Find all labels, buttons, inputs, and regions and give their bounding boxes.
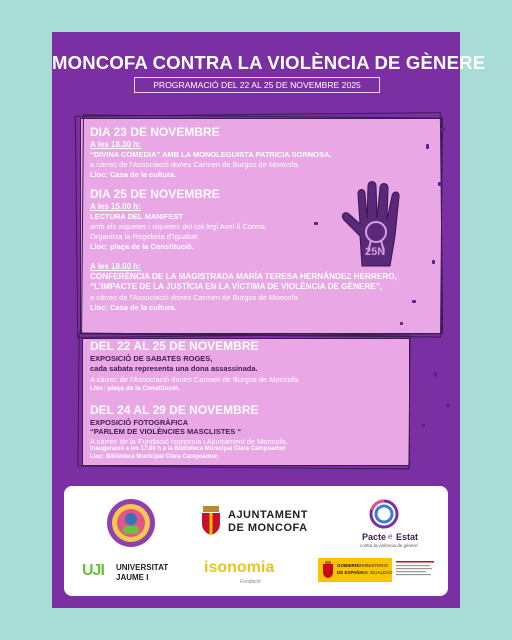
exhibit-1-place: Lloc: plaça de la Constitució. (90, 385, 180, 392)
exhibit-2-title-line-2: “PARLEM DE VIOLÈNCIES MASCLISTES “ (90, 427, 242, 436)
exhibit-2-organizer: A càrrec de la Fundació Isonomia i Ajuntament de Moncofa. (90, 437, 289, 446)
association-logo (106, 498, 156, 548)
day-25-heading: DIA 25 DE NOVEMBRE (90, 187, 220, 201)
pacte-word-2: Estat (396, 532, 419, 542)
confetti-piece (438, 182, 442, 186)
event-2-title: LECTURA DEL MANIFEST (90, 212, 183, 221)
isonomia-subtitle: Fundació (240, 579, 261, 585)
exhibit-2-title-line-1: EXPOSICIÓ FOTOGRÀFICA (90, 418, 189, 427)
confetti-piece (446, 404, 450, 407)
hand-label-25n: 25N (365, 246, 386, 258)
poster (52, 32, 486, 608)
event-1-organizer: a càrrec de l’Associació dones Carmen de Burgos de Moncofa. (90, 160, 300, 169)
event-3-place: Lloc: Casa de la cultura. (90, 303, 177, 312)
exhibit-1-organizer: A càrrec de l’Associació dones Carmen de Burgos de Moncofa. (90, 375, 301, 384)
event-3-organizer: a càrrec de l’Associació dones Carmen de Burgos de Moncofa (90, 293, 298, 302)
poster-subtitle: PROGRAMACIÓ DEL 22 AL 25 DE NOVEMBRE 2025 (134, 77, 380, 93)
confetti-piece (422, 424, 425, 427)
event-3-title-line-1: CONFERÈNCIA DE LA MAGISTRADA MARÍA TERESA HERNÁNDEZ HERRERO, (90, 272, 397, 281)
confetti-piece (434, 372, 437, 377)
uji-name-line-1: UNIVERSITAT (116, 563, 169, 572)
gobierno-line-1: GOBIERNO (337, 563, 362, 568)
pacte-ampersand: e (388, 532, 393, 541)
event-2-description: amb els xiquetes i xiquetes del col·legi Avel·lí Corma. (90, 222, 268, 231)
uji-name-line-2: JAUME I (116, 573, 149, 582)
confetti-piece (412, 300, 416, 303)
exhibit-2-inauguration: Inauguració a les 17.00 h a la Biblioteca Municipal Clara Campoamor (90, 446, 286, 452)
event-1-title: “DIVINA COMEDIA” AMB LA MONOLEGUISTA PATRICIA SORNOSA, (90, 150, 332, 159)
isonomia-logo-text: isonomia (204, 559, 275, 576)
moncofa-crest-icon (200, 506, 222, 536)
confetti-piece (400, 322, 403, 325)
exhibit-1-subtitle: cada sabata representa una dona assassinada. (90, 364, 258, 373)
event-1-time: A les 18.30 h: (90, 140, 141, 149)
day-23-heading: DIA 23 DE NOVEMBRE (90, 125, 220, 139)
gobierno-line-2: DE ESPAÑA (337, 570, 363, 575)
period-22-25-heading: DEL 22 AL 25 DE NOVEMBRE (90, 339, 259, 353)
ministerio-line-1: MINISTERIO (362, 563, 389, 568)
event-2-time: A les 15.00 h: (90, 202, 141, 211)
spain-coat-of-arms-icon (322, 561, 334, 579)
exhibit-2-place: Lloc: Biblioteca Municipal Clara Campoamor. (90, 454, 219, 460)
period-24-29-heading: DEL 24 AL 29 DE NOVEMBRE (90, 403, 259, 417)
event-3-time: A les 18.00 h: (90, 262, 141, 271)
ajuntament-line-2: DE MONCOFA (228, 522, 308, 534)
poster-title: MONCOFA CONTRA LA VIOLÈNCIA DE GÈNERE (52, 52, 486, 73)
sponsor-logos-panel (64, 486, 448, 596)
event-2-place: Lloc: plaça de la Constitució. (90, 242, 194, 251)
pacte-estat-logo-icon (368, 498, 400, 530)
event-1-place: Lloc: Casa de la cultura. (90, 170, 177, 179)
confetti-piece (432, 260, 435, 264)
confetti-piece (426, 144, 429, 149)
confetti-piece (314, 222, 318, 225)
event-2-organizer: Organitza la Regidoria d’Igualtat. (90, 232, 200, 241)
event-3-title-line-2: “L’IMPACTE DE LA JUSTÍCIA EN LA VÍCTIMA DE VIOLÈNCIA DE GÈNERE”, (90, 282, 383, 291)
confetti-piece (440, 128, 445, 131)
ministry-detail-text-block (396, 560, 436, 580)
exhibit-1-title: EXPOSICIÓ DE SABATES ROGES, (90, 354, 213, 363)
ajuntament-line-1: AJUNTAMENT (228, 509, 308, 521)
pacte-subtitle: contra la violència de gènere (360, 543, 418, 548)
pacte-word-1: Pacte (362, 532, 387, 542)
uji-mark: UJI (82, 562, 104, 579)
ministerio-line-2: DE IGUALDAD (362, 570, 393, 575)
